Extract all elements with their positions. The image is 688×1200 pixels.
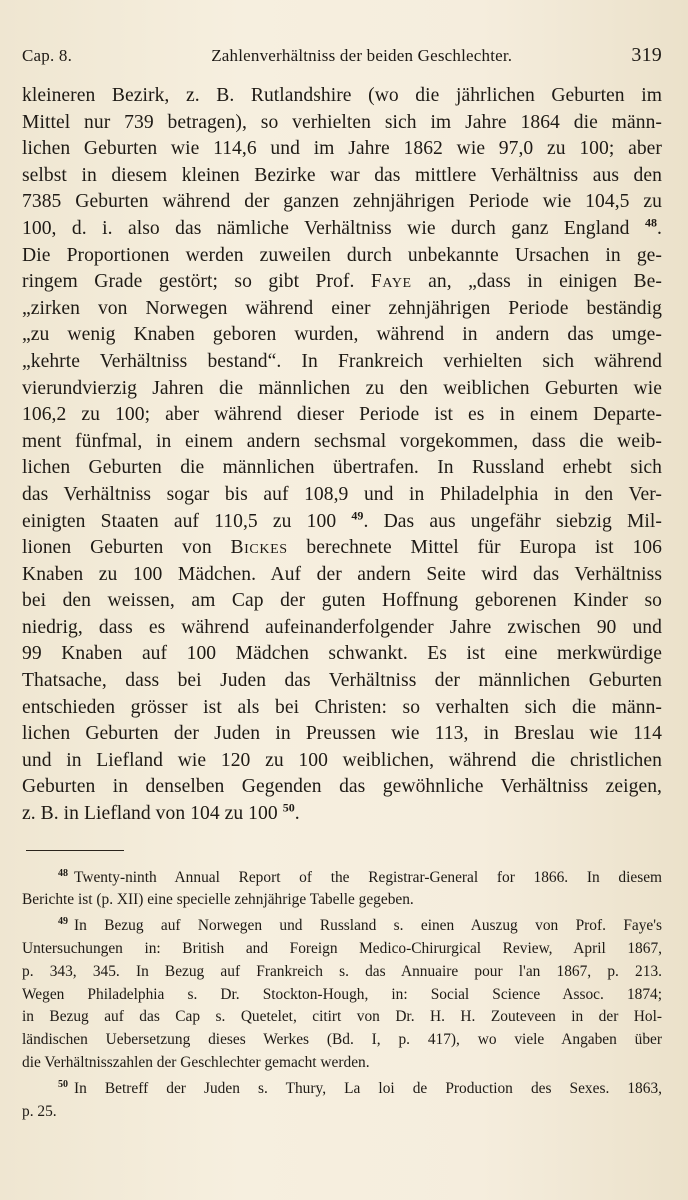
footnote-line (22, 1078, 662, 1101)
footnote-text: Twenty-ninth Annual Report of the Registrar-General for 1866. In diesem (74, 868, 662, 886)
footnote-mark: 49 (58, 916, 68, 928)
body-text (22, 83, 662, 828)
text-line: lichen Geburten die männlichen übertrafen. In Russland erhebt sich (22, 457, 662, 479)
footnote-line (22, 867, 662, 890)
text-line: entschieden grösser ist als bei Christen: so verhalten sich die männ- (22, 696, 662, 718)
running-title: Zahlenverhältniss der beiden Geschlechter. (211, 46, 513, 65)
text-line: bei den weissen, am Cap der guten Hoffnung geborenen Kinder so (22, 590, 662, 612)
footnote-line: p. 343, 345. In Bezug auf Frankreich s. das Annuaire pour l'an 1867, p. 213. (22, 962, 662, 980)
text-segment: 100, d. i. also das nämliche Verhältniss wie durch ganz England (22, 217, 630, 239)
running-head (22, 44, 662, 67)
text-line: 99 Knaben auf 100 Mädchen schwankt. Es ist eine merkwürdige (22, 643, 662, 665)
footnote-line (22, 915, 662, 938)
footnote-text: In Betreff der Juden s. Thury, La loi de Production des Sexes. 1863, (74, 1079, 662, 1097)
text-line (22, 535, 662, 562)
text-line: Geburten in denselben Gegenden das gewöhnliche Verhältniss zeigen, (22, 776, 662, 798)
text-line: und in Liefland wie 120 zu 100 weiblichen, während die christlichen (22, 749, 662, 771)
text-line (22, 269, 662, 296)
footnote-mark: 48 (58, 867, 68, 879)
text-line: Die Proportionen werden zuweilen durch unbekannte Ursachen in ge- (22, 244, 662, 266)
chapter-label: Cap. 8. (22, 46, 73, 65)
text-line: selbst in diesem kleinen Bezirke war das mittlere Verhältniss aus den (22, 164, 662, 186)
footnote-text: In Bezug auf Norwegen und Russland s. einen Auszug von Prof. Faye's (74, 917, 662, 935)
author-name-bickes: Bickes (230, 537, 288, 559)
author-name-faye: Faye (370, 271, 412, 293)
text-segment: an, „dass in einigen Be- (428, 271, 662, 293)
text-line: Mittel nur 739 betragen), so verhielten sich im Jahre 1864 die männ- (22, 111, 662, 133)
footnote-ref-49[interactable]: 49 (351, 507, 364, 522)
text-segment: Das aus ungefähr siebzig Mil- (383, 510, 662, 532)
footnote-line: in Bezug auf das Cap s. Quetelet, citirt von Dr. H. H. Zouteveen in der Hol- (22, 1008, 662, 1026)
text-line: Knaben zu 100 Mädchen. Auf der andern Seite wird das Verhältniss (22, 563, 662, 585)
text-line: lichen Geburten der Juden in Preussen wie 113, in Breslau wie 114 (22, 723, 662, 745)
text-line: z. B. in Liefland von 104 zu 100 $^{50}$. (22, 800, 300, 825)
text-line: einigten Staaten auf 110,5 zu 100 $^{49}$. Das aus ungefähr siebzig Mil- (22, 507, 662, 532)
text-line: das Verhältniss sogar bis auf 108,9 und in Philadelphia in den Ver- (22, 483, 662, 505)
footnote-ref-48[interactable]: 48 (644, 215, 658, 230)
text-segment: ringem Grade gestört; so gibt Prof. (22, 271, 355, 293)
footnote-line: ländischen Uebersetzung dieses Werkes (Bd. I, p. 417), wo viele Angaben über (22, 1031, 662, 1049)
footnote-line: Untersuchungen in: British and Foreign Medico-Chirurgical Review, April 1867, (22, 940, 662, 958)
footnote-divider (26, 850, 124, 851)
text-line: „zu wenig Knaben geboren wurden, während in andern das umge- (22, 324, 662, 346)
text-line: ment fünfmal, in einem andern sechsmal vorgekommen, dass die weib- (22, 430, 662, 452)
footnote-line: die Verhältnisszahlen der Geschlechter gemacht werden. (22, 1054, 370, 1071)
text-segment: einigten Staaten auf 110,5 zu 100 (22, 510, 337, 532)
footnote-48 (22, 867, 662, 913)
footnote-49 (22, 915, 662, 1075)
text-line: 100, d. i. also das nämliche Verhältniss wie durch ganz England $^{48}$. (22, 215, 662, 239)
page-number: 319 (631, 44, 662, 66)
text-line: kleineren Bezirk, z. B. Rutlandshire (wo die jährlichen Geburten im (22, 85, 662, 106)
text-line: lichen Geburten wie 114,6 und im Jahre 1862 wie 97,0 zu 100; aber (22, 138, 662, 160)
text-line: vierundvierzig Jahren die männlichen zu den weiblichen Geburten wie (22, 377, 662, 399)
text-line: niedrig, dass es während aufeinanderfolgender Jahre zwischen 90 und (22, 616, 662, 638)
text-line: 106,2 zu 100; aber während dieser Periode ist es in einem Departe- (22, 404, 662, 426)
footnote-line: p. 25. (22, 1102, 57, 1120)
footnote-50 (22, 1078, 662, 1124)
text-segment: lionen Geburten von (22, 537, 212, 559)
footnote-mark: 50 (58, 1078, 68, 1090)
text-segment: z. B. in Liefland von 104 zu 100 (22, 803, 278, 825)
text-line: 7385 Geburten während der ganzen zehnjährigen Periode wie 104,5 zu (22, 191, 662, 213)
text-segment: berechnete Mittel für Europa ist 106 (306, 537, 662, 559)
text-line: „kehrte Verhältniss bestand“. In Frankreich verhielten sich während (22, 350, 662, 372)
footnote-line: Wegen Philadelphia s. Dr. Stockton-Hough, in: Social Science Assoc. 1874; (22, 985, 662, 1003)
text-line: „zirken von Norwegen während einer zehnjährigen Periode beständig (22, 297, 662, 319)
footnote-line: Berichte ist (p. XII) eine specielle zehnjährige Tabelle gegeben. (22, 891, 414, 909)
text-line: Thatsache, dass bei Juden das Verhältniss der männlichen Geburten (22, 670, 662, 692)
footnotes (22, 867, 662, 1124)
footnote-ref-50[interactable]: 50 (282, 800, 295, 815)
